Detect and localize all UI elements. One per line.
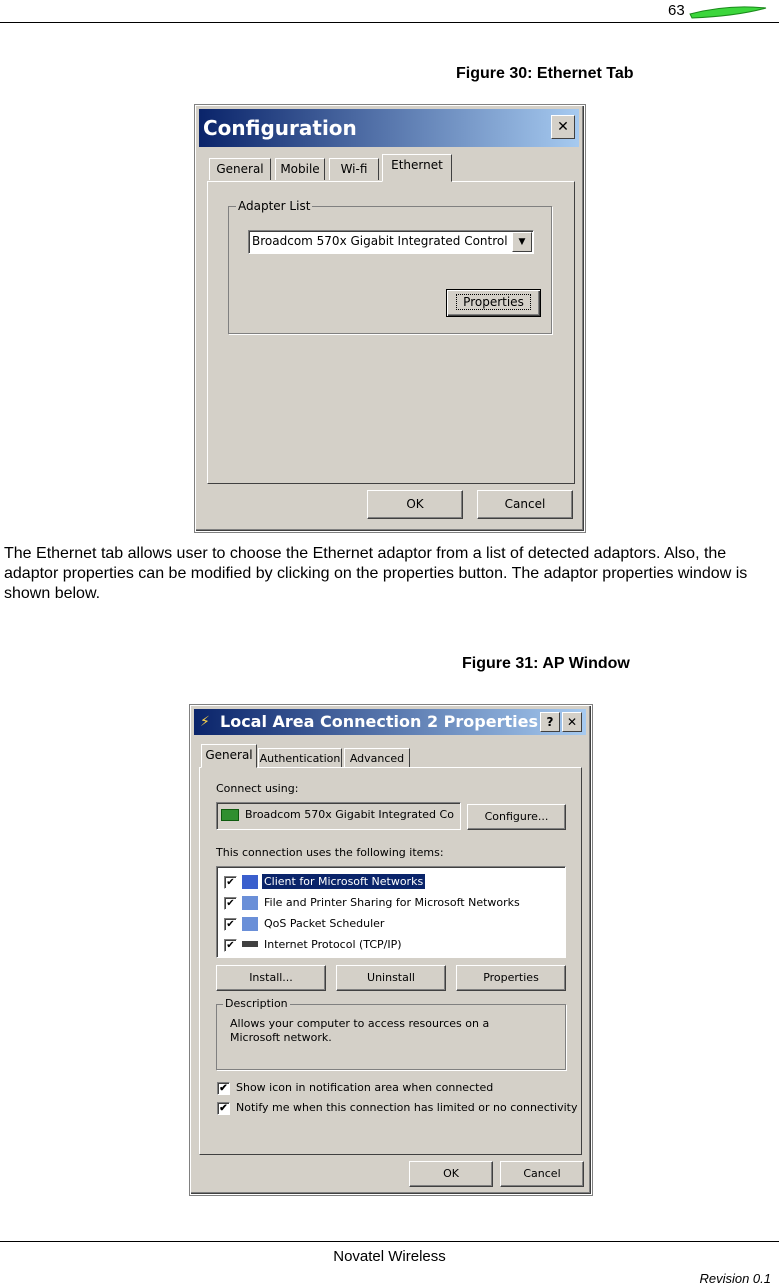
title-bar[interactable] [194, 709, 586, 735]
checkbox[interactable]: ✔ [224, 876, 237, 889]
header-rule [0, 22, 779, 23]
items-label: This connection uses the following items: [216, 846, 444, 859]
network-card-icon [221, 809, 239, 821]
properties-button[interactable] [446, 289, 541, 317]
client-icon [242, 875, 258, 889]
tab-advanced[interactable]: Advanced [344, 748, 410, 768]
properties-label: Properties [456, 294, 531, 310]
title-bar[interactable] [199, 109, 579, 147]
window-title: Local Area Connection 2 Properties [220, 712, 538, 731]
connect-using-label: Connect using: [216, 782, 299, 795]
footer-rule [0, 1241, 779, 1242]
tab-authentication[interactable]: Authentication [258, 748, 342, 768]
adapter-value: Broadcom 570x Gigabit Integrated Co [245, 808, 454, 821]
chevron-down-icon[interactable]: ▼ [512, 232, 532, 252]
adapter-list-label: Adapter List [238, 199, 311, 213]
figure-31-caption: Figure 31: AP Window [462, 655, 630, 672]
configuration-window [195, 105, 585, 532]
install-button[interactable]: Install... [216, 965, 326, 991]
figure-30-caption: Figure 30: Ethernet Tab [456, 65, 634, 82]
cancel-button[interactable]: Cancel [477, 490, 573, 519]
notify-checkbox[interactable]: ✔ [217, 1102, 230, 1115]
ok-button[interactable]: OK [409, 1161, 493, 1187]
item-label: Internet Protocol (TCP/IP) [264, 938, 402, 951]
close-icon[interactable]: ✕ [562, 712, 582, 732]
footer-revision: Revision 0.1 [699, 1271, 771, 1286]
footer-company: Novatel Wireless [333, 1248, 446, 1265]
tab-wifi[interactable]: Wi-fi [329, 158, 379, 180]
service-icon [242, 896, 258, 910]
description-label: Description [225, 997, 288, 1010]
item-label: QoS Packet Scheduler [264, 917, 385, 930]
help-icon[interactable]: ? [540, 712, 560, 732]
tab-general[interactable]: General [201, 744, 257, 768]
description-text: Allows your computer to access resources on a Microsoft network. [230, 1017, 490, 1044]
ok-button[interactable]: OK [367, 490, 463, 519]
logo-swoosh-icon [688, 2, 768, 22]
adapter-value: Broadcom 570x Gigabit Integrated Control [252, 234, 508, 248]
components-list[interactable] [216, 866, 566, 958]
properties-button[interactable]: Properties [456, 965, 566, 991]
item-label: File and Printer Sharing for Microsoft Networks [264, 896, 520, 909]
lan-properties-window [190, 705, 592, 1195]
window-title: Configuration [203, 116, 357, 140]
adapter-field [216, 802, 461, 830]
body-paragraph: The Ethernet tab allows user to choose the Ethernet adaptor from a list of detected adaptors. Also, the adaptor properties can be modified by clicking on the properties button. The adaptor properties window is shown below. [4, 545, 748, 602]
uninstall-button[interactable]: Uninstall [336, 965, 446, 991]
show-icon-label[interactable]: Show icon in notification area when connected [236, 1081, 494, 1094]
tab-general[interactable]: General [209, 158, 271, 180]
network-icon: ⚡ [200, 714, 210, 730]
notify-label[interactable]: Notify me when this connection has limited or no connectivity [236, 1101, 578, 1114]
close-icon[interactable]: ✕ [551, 115, 575, 139]
page-number: 63 [668, 2, 685, 19]
configure-button[interactable]: Configure... [467, 804, 566, 830]
cancel-button[interactable]: Cancel [500, 1161, 584, 1187]
protocol-icon [242, 941, 258, 947]
checkbox[interactable]: ✔ [224, 939, 237, 952]
show-icon-checkbox[interactable]: ✔ [217, 1082, 230, 1095]
checkbox[interactable]: ✔ [224, 897, 237, 910]
tab-ethernet[interactable]: Ethernet [382, 154, 452, 182]
checkbox[interactable]: ✔ [224, 918, 237, 931]
adapter-dropdown[interactable] [248, 230, 534, 254]
service-icon [242, 917, 258, 931]
tab-mobile[interactable]: Mobile [275, 158, 325, 180]
item-label: Client for Microsoft Networks [264, 875, 424, 888]
